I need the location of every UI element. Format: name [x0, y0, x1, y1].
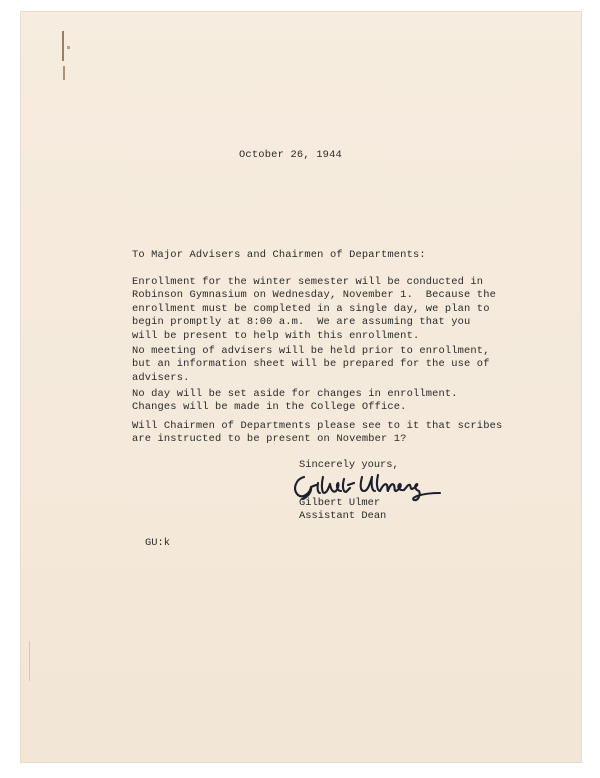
paragraph-advisers	[132, 345, 562, 385]
text-line: but an information sheet will be prepared for the use of	[132, 358, 490, 371]
paper-stain	[29, 641, 30, 681]
text-line: enrollment must be completed in a single day, we plan to	[132, 302, 490, 315]
paragraph-changes	[132, 388, 562, 415]
text-line: Will Chairmen of Departments please see to it that scribes	[132, 420, 503, 432]
text-line: Enrollment for the winter semester will be conducted in	[132, 276, 484, 288]
paper-stain	[67, 46, 70, 49]
text-line: Changes will be made in the College Office.	[132, 401, 407, 414]
letter-date: October 26, 1944	[239, 149, 342, 161]
paragraph-enrollment	[132, 276, 562, 343]
signer-block	[299, 497, 386, 524]
reference-initials: GU:k	[145, 537, 170, 549]
paper-stain	[63, 66, 65, 80]
text-line: will be present to help with this enrollment.	[132, 329, 420, 342]
text-line: are instructed to be present on November 1?	[132, 433, 407, 446]
text-line: Robinson Gymnasium on Wednesday, November 1. Because the	[132, 289, 496, 302]
text-line: No meeting of advisers will be held prior to enrollment,	[132, 345, 490, 357]
text-line: No day will be set aside for changes in enrollment.	[132, 388, 458, 400]
signer-title: Assistant Dean	[299, 510, 387, 523]
letter-page	[20, 11, 582, 763]
salutation: To Major Advisers and Chairmen of Departments:	[132, 249, 426, 261]
paragraph-scribes	[132, 420, 562, 447]
paper-stain	[62, 31, 64, 61]
closing: Sincerely yours,	[299, 459, 399, 471]
text-line: begin promptly at 8:00 a.m. We are assuming that you	[132, 316, 471, 329]
signer-name: Gilbert Ulmer	[299, 497, 381, 509]
text-line: advisers.	[132, 371, 190, 384]
